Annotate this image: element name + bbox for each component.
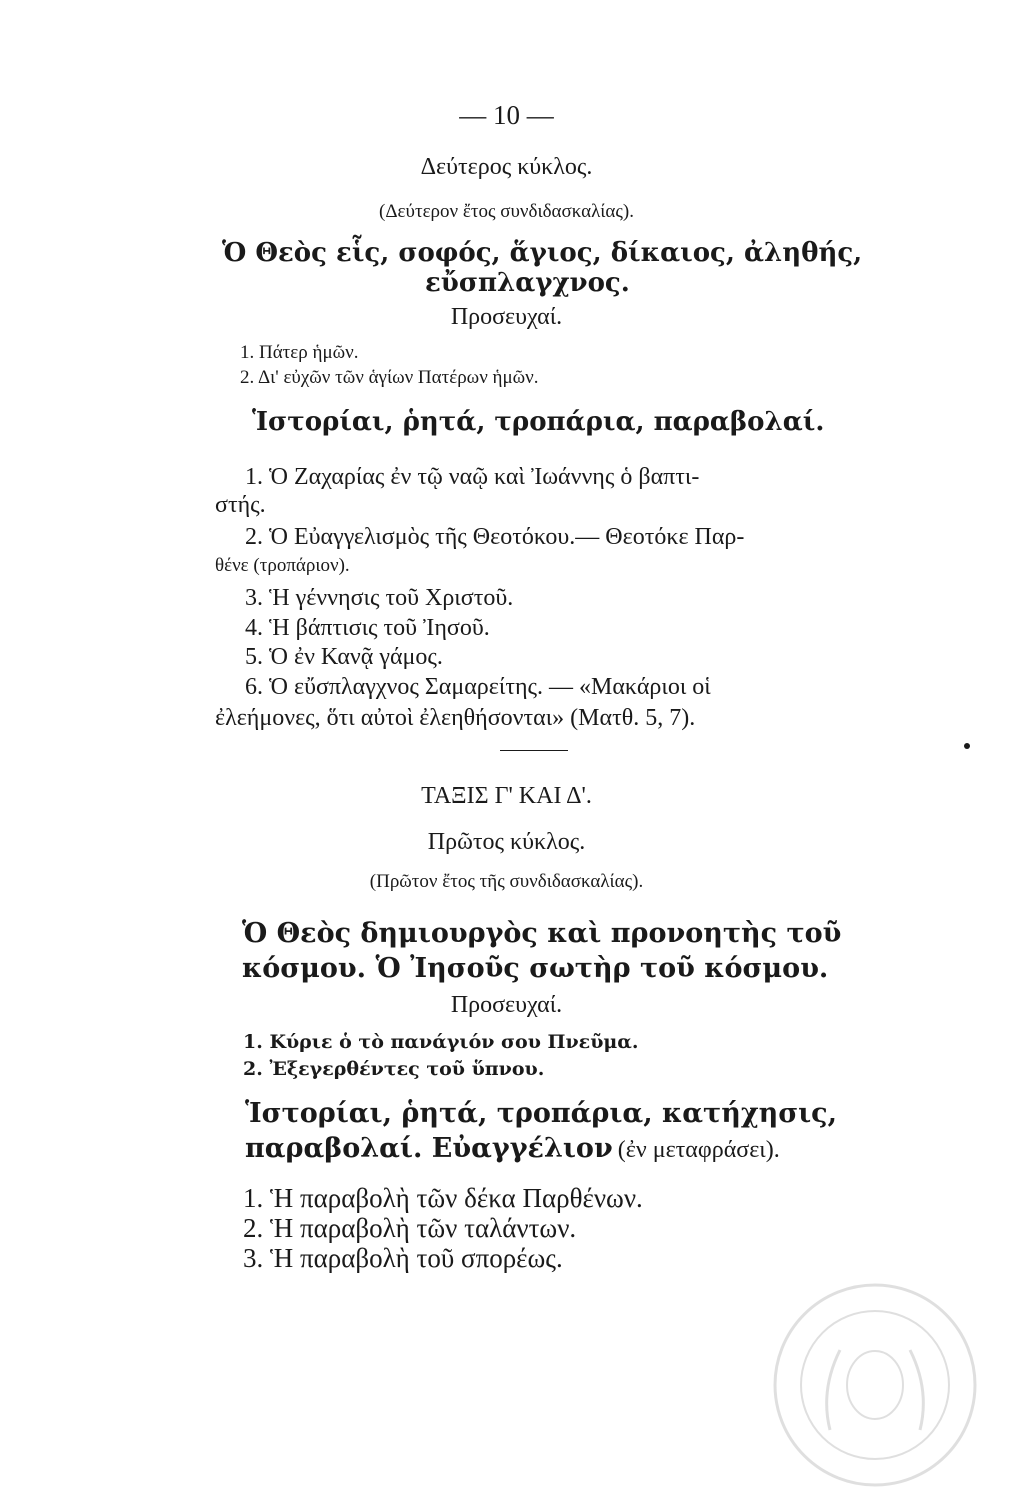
section1-story-line: 3. Ἡ γέννησις τοῦ Χριστοῦ. bbox=[245, 585, 514, 611]
section2-prayer-2: 2. Ἐξεγερθέντες τοῦ ὕπνου. bbox=[243, 1058, 545, 1080]
section2-prayer-1: 1. Κύριε ὁ τὸ πανάγιόν σου Πνεῦμα. bbox=[243, 1031, 639, 1053]
section1-prayer-1: 1. Πάτερ ἡμῶν. bbox=[240, 342, 359, 363]
section2-title: Πρῶτος κύκλος. bbox=[427, 829, 586, 855]
section2-story-line: 2. Ἡ παραβολὴ τῶν ταλάντων. bbox=[243, 1213, 577, 1243]
section-divider bbox=[500, 750, 568, 751]
section2-subtitle: (Πρῶτον ἔτος τῆς συνδιδασκαλίας). bbox=[369, 871, 644, 892]
section1-story-line: θένε (τροπάριον). bbox=[215, 555, 350, 576]
section1-prayers-heading: Προσευχαί. bbox=[450, 304, 563, 330]
section2-prayers-heading: Προσευχαί. bbox=[450, 992, 563, 1018]
section1-theme-line2: εὔσπλαγχνος. bbox=[425, 268, 630, 298]
section1-title: Δεύτερος κύκλος. bbox=[420, 154, 593, 180]
section2-stories-heading-note: (ἐν μεταφράσει). bbox=[617, 1137, 780, 1163]
section2-theme-line1: Ὁ Θεὸς δημιουργὸς καὶ προνοητὴς τοῦ bbox=[242, 918, 842, 949]
section1-subtitle: (Δεύτερον ἔτος συνδιδασκαλίας). bbox=[379, 201, 634, 222]
section1-story-line: 4. Ἡ βάπτισις τοῦ Ἰησοῦ. bbox=[245, 615, 490, 641]
section1-story-line: στής. bbox=[215, 492, 266, 518]
section2-story-line: 1. Ἡ παραβολὴ τῶν δέκα Παρθένων. bbox=[243, 1183, 643, 1213]
section1-prayer-2: 2. Δι' εὐχῶν τῶν ἁγίων Πατέρων ἡμῶν. bbox=[240, 367, 539, 388]
section1-story-line: 6. Ὁ εὔσπλαγχνος Σαμαρείτης. — «Μακάριοι οἱ bbox=[245, 674, 711, 700]
section2-classes: ΤΑΞΙΣ Γ' ΚΑΙ Δ'. bbox=[421, 783, 592, 809]
section1-story-line: 5. Ὁ ἐν Κανᾷ γάμος. bbox=[245, 644, 443, 670]
section2-stories-heading-main: παραβολαί. Εὐαγγέλιον bbox=[245, 1133, 613, 1164]
library-seal-stamp bbox=[770, 1280, 980, 1490]
section1-theme-line1: Ὁ Θεὸς εἷς, σοφός, ἅγιος, δίκαιος, ἀληθής, bbox=[222, 238, 863, 268]
section2-story-line: 3. Ἡ παραβολὴ τοῦ σπορέως. bbox=[243, 1243, 563, 1273]
section1-story-line: ἐλεήμονες, ὅτι αὐτοὶ ἐλεηθήσονται» (Ματθ. 5, 7). bbox=[215, 705, 696, 731]
section2-stories-heading-line2 bbox=[245, 1135, 780, 1162]
page-number: — 10 — bbox=[459, 100, 554, 130]
section2-stories-heading-line1: Ἱστορίαι, ῥητά, τροπάρια, κατήχησις, bbox=[245, 1098, 838, 1129]
section1-story-line: 1. Ὁ Ζαχαρίας ἐν τῷ ναῷ καὶ Ἰωάννης ὁ βαπτι- bbox=[245, 464, 700, 490]
section1-stories-heading: Ἱστορίαι, ῥητά, τροπάρια, παραβολαί. bbox=[252, 407, 825, 437]
section1-story-line: 2. Ὁ Εὐαγγελισμὸς τῆς Θεοτόκου.— Θεοτόκε Παρ- bbox=[245, 524, 745, 550]
section2-theme-line2: κόσμου. Ὁ Ἰησοῦς σωτὴρ τοῦ κόσμου. bbox=[242, 953, 829, 984]
ink-speck bbox=[964, 743, 970, 749]
